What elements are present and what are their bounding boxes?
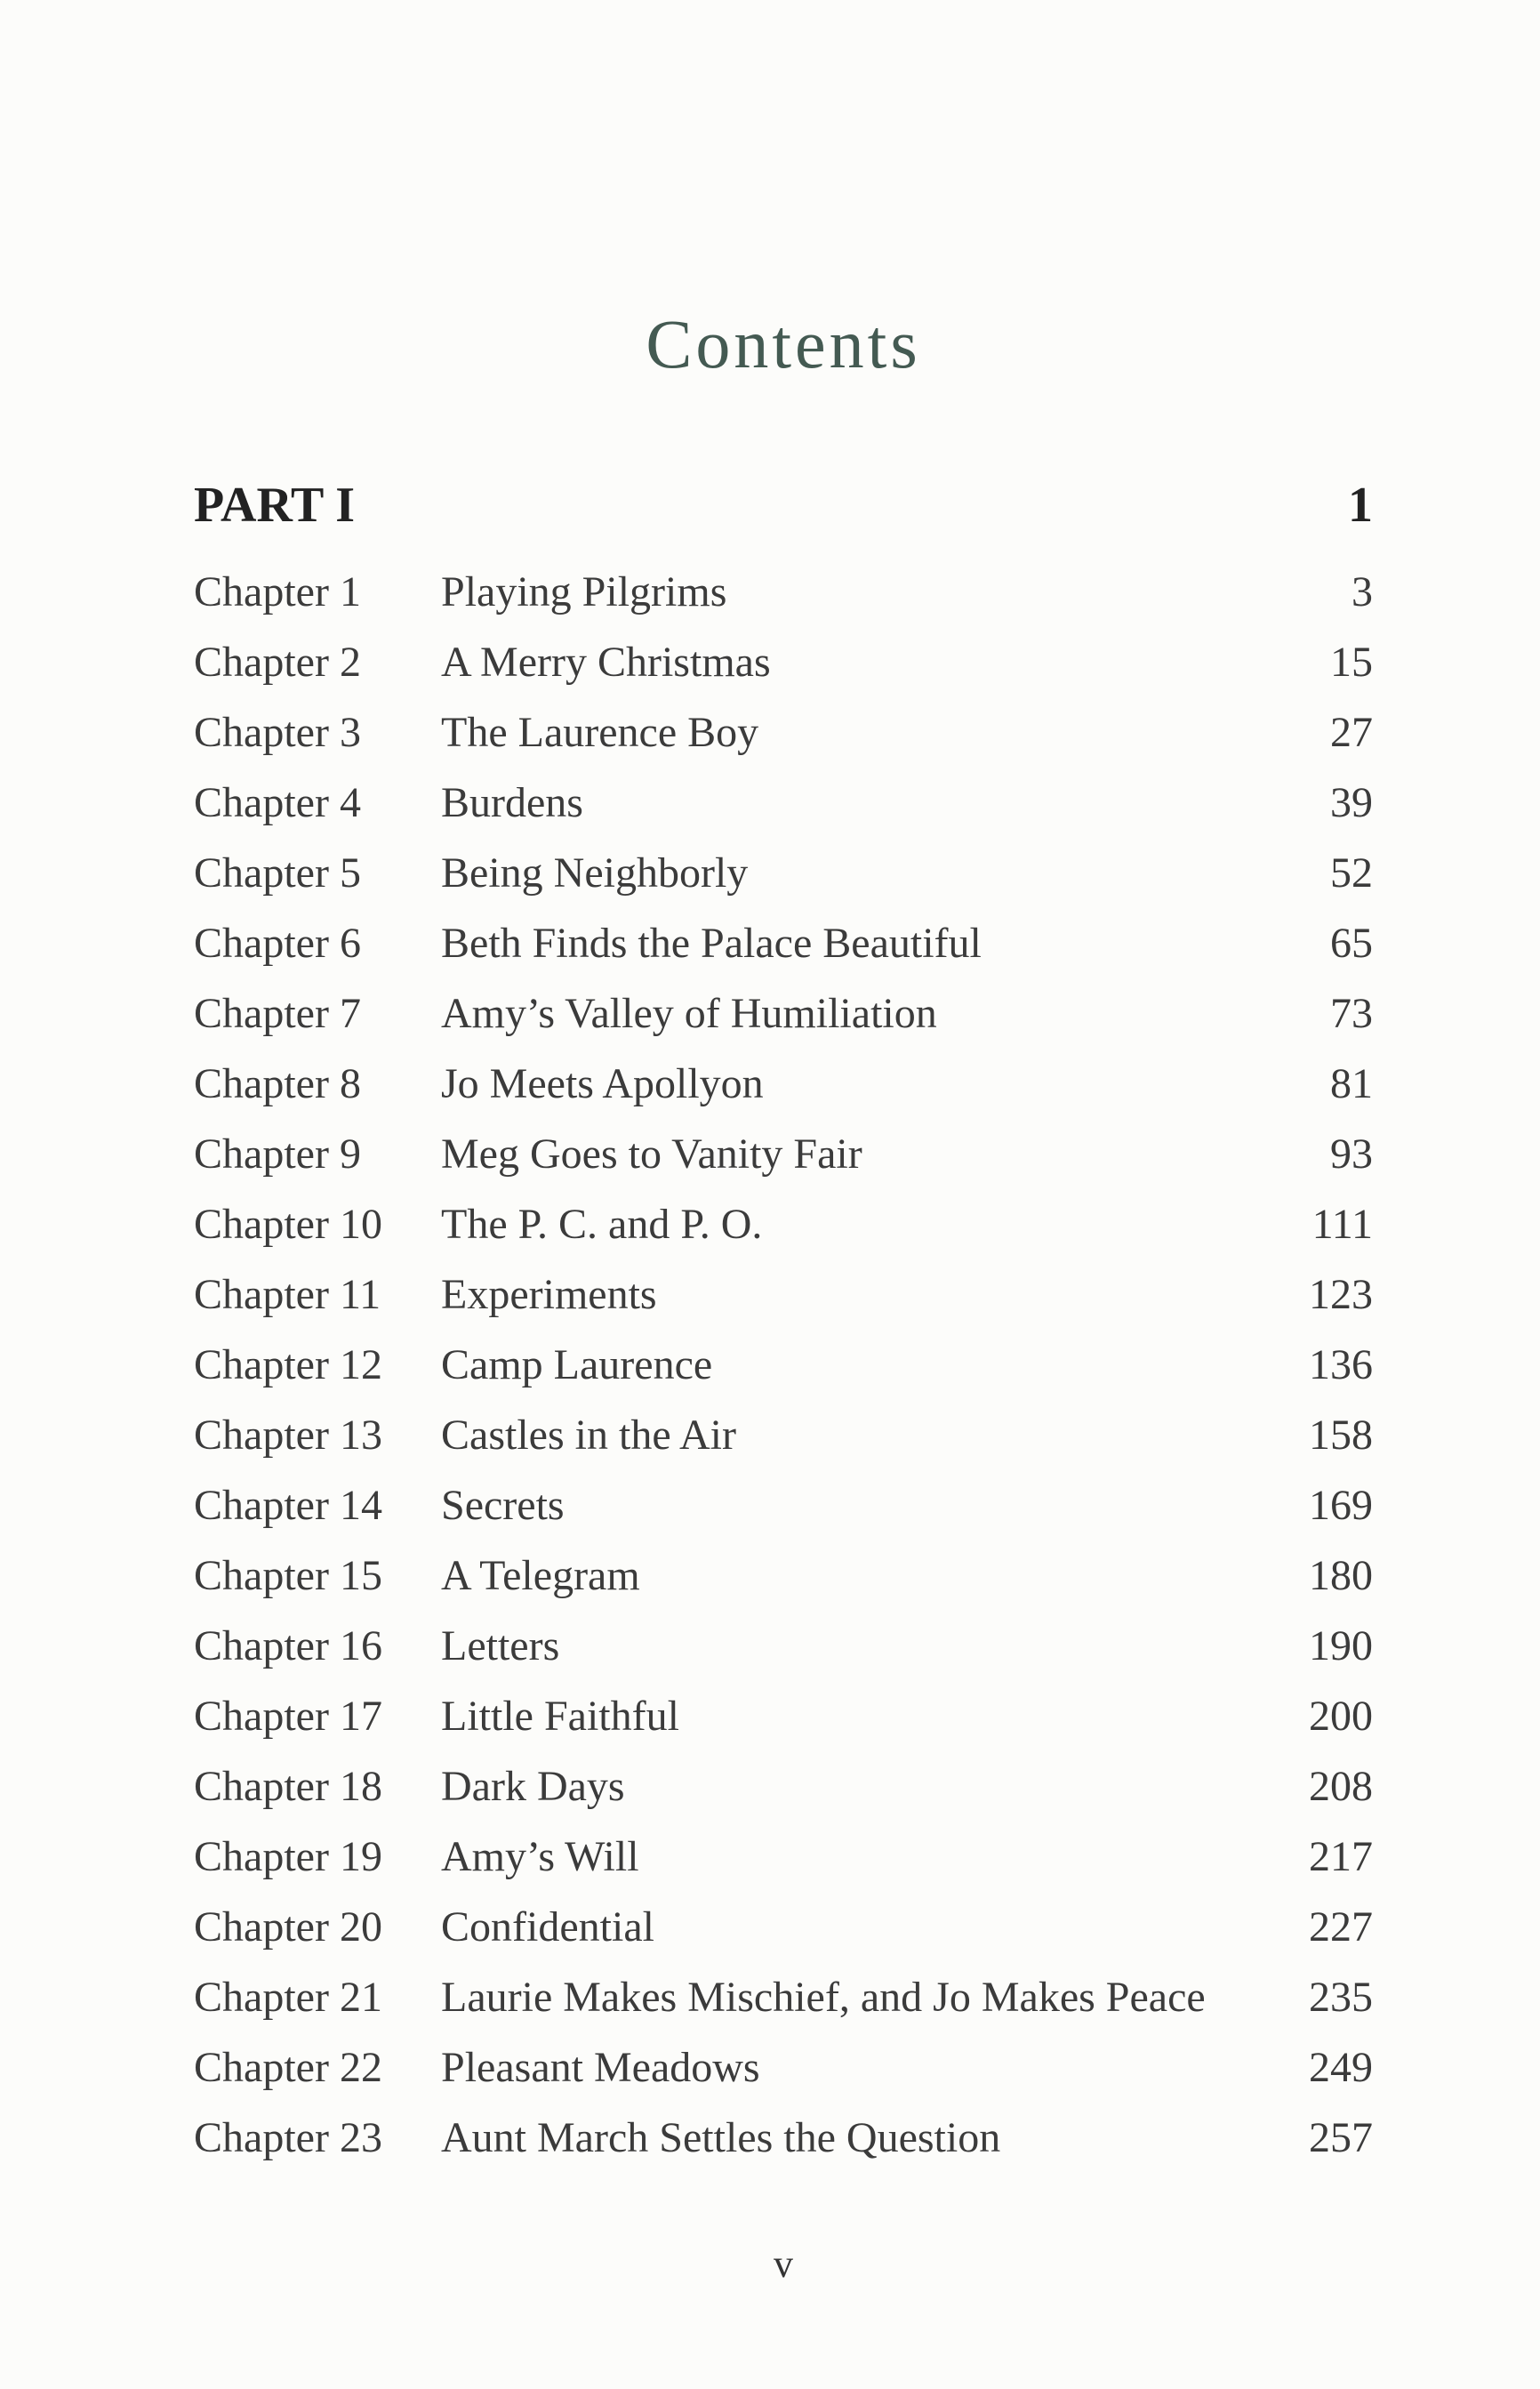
toc-entry	[194, 1049, 1373, 1119]
chapter-title: Castles in the Air	[441, 1412, 736, 1459]
chapter-page-number: 257	[1309, 2114, 1373, 2161]
chapter-number: Chapter 11	[194, 1271, 381, 1318]
toc-entry	[194, 1470, 1373, 1540]
toc-entry	[194, 1540, 1373, 1611]
part-heading	[194, 477, 1373, 539]
toc-entry	[194, 1822, 1373, 1892]
chapter-number: Chapter 17	[194, 1693, 382, 1740]
chapter-title: Meg Goes to Vanity Fair	[441, 1130, 862, 1178]
chapter-title: Aunt March Settles the Question	[441, 2114, 1001, 2161]
chapter-title: Camp Laurence	[441, 1341, 713, 1388]
chapter-title: Pleasant Meadows	[441, 2044, 760, 2091]
chapter-page-number: 93	[1330, 1130, 1373, 1178]
toc-entry	[194, 908, 1373, 978]
chapter-title: Burdens	[441, 779, 583, 826]
chapter-title: Confidential	[441, 1903, 654, 1951]
toc-entry	[194, 1962, 1373, 2032]
chapter-title: Beth Finds the Palace Beautiful	[441, 920, 982, 967]
chapter-number: Chapter 21	[194, 1974, 382, 2021]
chapter-title: Amy’s Valley of Humiliation	[441, 990, 937, 1037]
chapter-page-number: 3	[1352, 568, 1373, 615]
toc-entry	[194, 2032, 1373, 2103]
chapter-number: Chapter 22	[194, 2044, 382, 2091]
part-label: PART I	[194, 478, 356, 533]
chapter-page-number: 235	[1309, 1974, 1373, 2021]
toc-entry	[194, 1892, 1373, 1962]
page-title: Contents	[646, 305, 921, 383]
chapter-title: Experiments	[441, 1271, 657, 1318]
chapter-title: Secrets	[441, 1482, 565, 1529]
chapter-title: Dark Days	[441, 1763, 625, 1810]
chapter-title: Letters	[441, 1622, 560, 1669]
toc-entry	[194, 557, 1373, 627]
chapter-title: Playing Pilgrims	[441, 568, 727, 615]
chapter-page-number: 27	[1330, 709, 1373, 756]
toc-entry	[194, 838, 1373, 908]
toc-entry	[194, 768, 1373, 838]
chapter-title: Little Faithful	[441, 1693, 679, 1740]
toc-entry	[194, 1751, 1373, 1822]
chapter-title: Laurie Makes Mischief, and Jo Makes Peace	[441, 1974, 1206, 2021]
chapter-page-number: 111	[1311, 1201, 1373, 1248]
toc-entry	[194, 1611, 1373, 1681]
part-page-number: 1	[1348, 478, 1373, 533]
chapter-page-number: 180	[1309, 1552, 1373, 1599]
chapter-title: A Telegram	[441, 1552, 640, 1599]
chapter-page-number: 227	[1309, 1903, 1373, 1951]
toc-entry	[194, 1119, 1373, 1189]
chapter-page-number: 81	[1330, 1060, 1373, 1107]
toc-entry	[194, 627, 1373, 697]
toc-list	[194, 557, 1373, 2173]
chapter-number: Chapter 18	[194, 1763, 382, 1810]
chapter-number: Chapter 10	[194, 1201, 382, 1248]
chapter-title: A Merry Christmas	[441, 639, 771, 686]
chapter-number: Chapter 1	[194, 568, 361, 615]
chapter-page-number: 169	[1309, 1482, 1373, 1529]
chapter-number: Chapter 14	[194, 1482, 382, 1529]
chapter-page-number: 65	[1330, 920, 1373, 967]
chapter-number: Chapter 2	[194, 639, 361, 686]
chapter-title: Jo Meets Apollyon	[441, 1060, 764, 1107]
chapter-number: Chapter 9	[194, 1130, 361, 1178]
chapter-number: Chapter 7	[194, 990, 361, 1037]
chapter-title: Amy’s Will	[441, 1833, 639, 1880]
chapter-page-number: 200	[1309, 1693, 1373, 1740]
chapter-page-number: 39	[1330, 779, 1373, 826]
chapter-page-number: 190	[1309, 1622, 1373, 1669]
chapter-number: Chapter 13	[194, 1412, 382, 1459]
chapter-number: Chapter 16	[194, 1622, 382, 1669]
chapter-number: Chapter 20	[194, 1903, 382, 1951]
chapter-number: Chapter 23	[194, 2114, 382, 2161]
chapter-number: Chapter 3	[194, 709, 361, 756]
toc-entry	[194, 1189, 1373, 1259]
toc-entry	[194, 1400, 1373, 1470]
page-folio: v	[774, 2242, 793, 2286]
chapter-number: Chapter 8	[194, 1060, 361, 1107]
chapter-title: The P. C. and P. O.	[441, 1201, 763, 1248]
toc-entry	[194, 978, 1373, 1049]
chapter-number: Chapter 12	[194, 1341, 382, 1388]
toc-entry	[194, 1330, 1373, 1400]
chapter-page-number: 73	[1330, 990, 1373, 1037]
chapter-page-number: 217	[1309, 1833, 1373, 1880]
chapter-page-number: 158	[1309, 1412, 1373, 1459]
toc-entry	[194, 697, 1373, 768]
chapter-number: Chapter 4	[194, 779, 361, 826]
chapter-number: Chapter 6	[194, 920, 361, 967]
chapter-page-number: 15	[1330, 639, 1373, 686]
chapter-page-number: 208	[1309, 1763, 1373, 1810]
chapter-number: Chapter 15	[194, 1552, 382, 1599]
chapter-page-number: 136	[1309, 1341, 1373, 1388]
toc-entry	[194, 1259, 1373, 1330]
chapter-number: Chapter 19	[194, 1833, 382, 1880]
toc-entry	[194, 2103, 1373, 2173]
chapter-number: Chapter 5	[194, 849, 361, 897]
chapter-page-number: 123	[1309, 1271, 1373, 1318]
chapter-page-number: 52	[1330, 849, 1373, 897]
chapter-title: Being Neighborly	[441, 849, 749, 897]
chapter-title: The Laurence Boy	[441, 709, 759, 756]
toc-entry	[194, 1681, 1373, 1751]
chapter-page-number: 249	[1309, 2044, 1373, 2091]
